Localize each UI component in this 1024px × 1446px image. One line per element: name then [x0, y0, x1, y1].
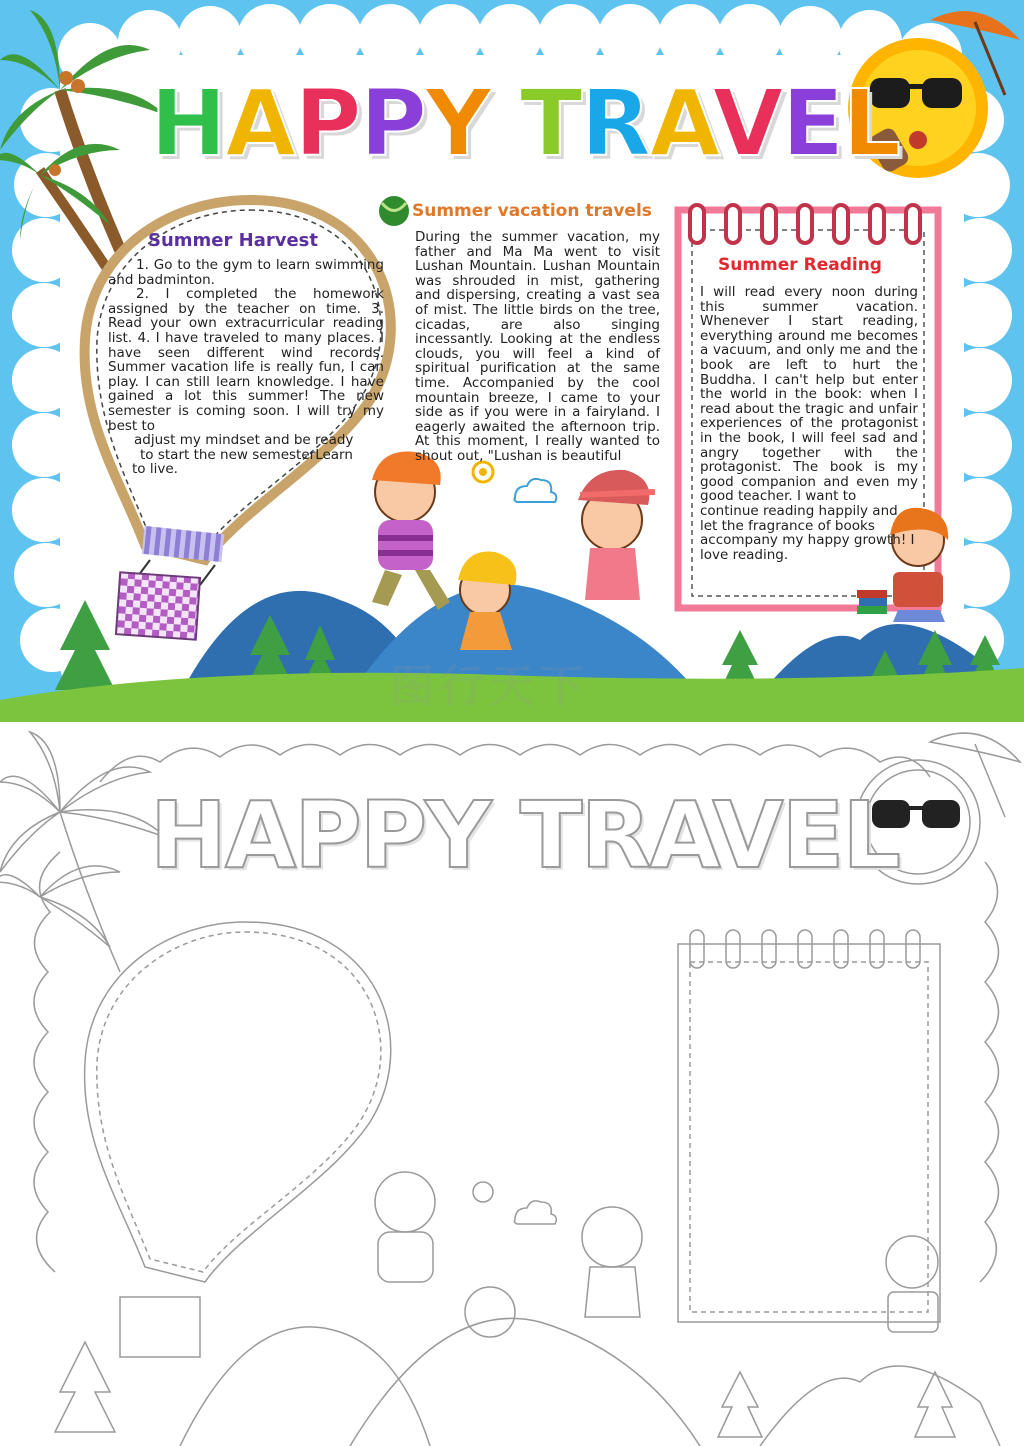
watermelon-icon: [379, 196, 409, 226]
title-letter: P: [359, 70, 426, 177]
summer-harvest-heading: Summer Harvest: [148, 230, 318, 251]
palm-tree-icon: [0, 732, 165, 972]
small-sun-icon: [473, 1182, 493, 1202]
title-letter: E: [781, 70, 843, 177]
outline-title-letter: A: [649, 782, 713, 889]
books-icon: [857, 590, 887, 614]
title-letter: P: [294, 70, 360, 177]
outline-title-letter: L: [842, 782, 899, 889]
title-letter: H: [150, 70, 225, 177]
notepad-rings-icon: [678, 930, 940, 1322]
colored-poster-panel: [0, 0, 1024, 722]
harvest-paragraph-2: 2. I completed the homework assigned by the teacher on time. 3. Read your own extracurricular reading list. 4. I have traveled to many places. I have seen different wind records. Summer vacation life is really fun, I can play. I can still learn knowledge. I have gained a lot this summer! The new semester is coming soon. I will try my best to: [108, 286, 384, 434]
hot-air-balloon-icon: [85, 922, 391, 1357]
title-letter: [490, 70, 520, 177]
title-letter: T: [519, 70, 581, 177]
title-letter: Y: [425, 70, 490, 177]
harvest-paragraph-1: 1. Go to the gym to learn swimming and badminton.: [108, 257, 384, 288]
reading-paragraph-tail: continue reading happily and let the fragrance of books accompany my happy growth! I love reading.: [700, 502, 915, 563]
outline-title-letter: Y: [425, 782, 490, 889]
outline-title-letter: R: [580, 782, 650, 889]
harvest-paragraph-5: to live.: [132, 461, 178, 478]
summer-harvest-text: [108, 258, 384, 477]
summer-reading-heading: Summer Reading: [718, 255, 882, 275]
page-title: [150, 70, 899, 177]
summer-travels-heading: Summer vacation travels: [412, 201, 652, 221]
outline-title-letter: T: [519, 782, 581, 889]
outline-title-letter: P: [294, 782, 360, 889]
mountain-icon: [180, 1318, 1000, 1446]
girl-reading-icon: [886, 1236, 938, 1332]
outline-page-title: [150, 782, 899, 889]
summer-reading-text: [700, 285, 918, 562]
title-letter: R: [580, 70, 650, 177]
outline-poster-panel: [0, 722, 1024, 1446]
watermark: 图行天下: [390, 662, 590, 711]
outline-title-letter: A: [225, 782, 295, 889]
outline-title-letter: [490, 782, 520, 889]
title-letter: A: [649, 70, 713, 177]
reading-paragraph: I will read every noon during this summer vacation. Whenever I start reading, everything around me becomes a vacuum, and only me and the book are left to hurt the Buddha. I can't help but enter the world in the book: when I read about the tragic and unfair experiences of the protagonist in the book, I will feel sad and angry together with the protagonist. The book is my good companion and even my good teacher. I want to: [700, 284, 918, 505]
outline-title-letter: E: [781, 782, 843, 889]
kids-running-icon: [375, 1172, 642, 1337]
outline-title-letter: H: [150, 782, 225, 889]
summer-travels-text: During the summer vacation, my father and Ma Ma went to visit Lushan Mountain. Lushan Mountain was shrouded in mist, gathering and dispersing, creating a vast sea of mist. The little birds on the tree, cicadas, are also singing incessantly. Looking at the endless clouds, you will feel a kind of spiritual purification at the same time. Accompanied by the cool mountain breeze, I came to your side as if you were in a fairyland. I eagerly awaited the afternoon trip. At this moment, I really wanted to shout out, "Lushan is beautiful: [415, 229, 660, 464]
outline-title-letter: V: [712, 782, 782, 889]
title-letter: V: [712, 70, 782, 177]
outline-title-letter: P: [359, 782, 426, 889]
title-letter: L: [842, 70, 899, 177]
harvest-paragraph-3: adjust my mindset and be ready: [134, 432, 354, 449]
cloud-icon: [514, 1201, 556, 1224]
title-letter: A: [225, 70, 295, 177]
harvest-paragraph-4: to start the new semesterLearn: [140, 446, 353, 463]
